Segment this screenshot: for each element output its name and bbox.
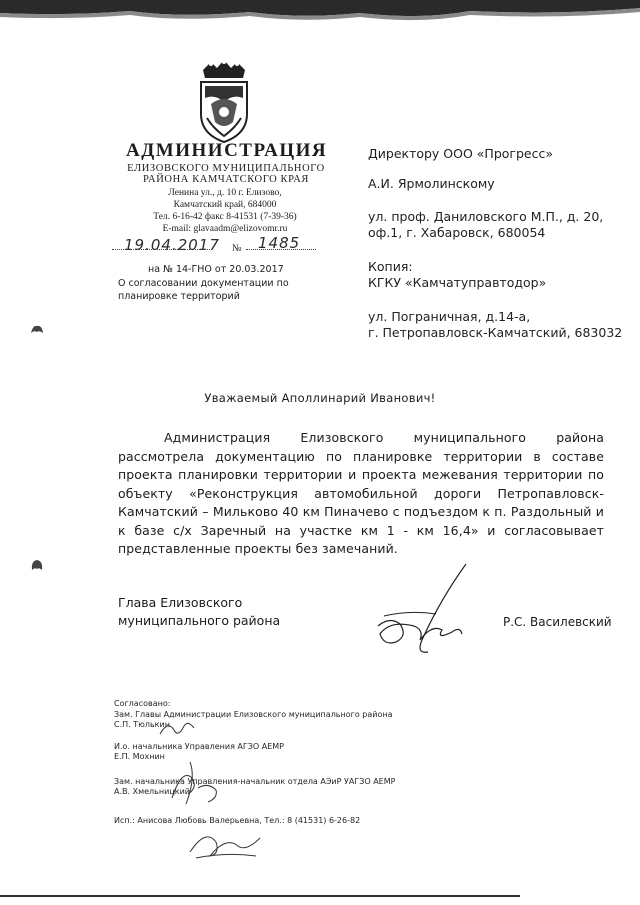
organization-phone: Тел. 6-16-42 факс 8-41531 (7-39-36)	[153, 212, 297, 222]
signatory-position-line: Глава Елизовского	[118, 595, 243, 610]
copy-organization: КГКУ «Камчатуправтодор»	[368, 275, 547, 290]
letter-body: Администрация Елизовского муниципального района рассмотрела документацию по планировке территории в составе проекта планировки территории и проекта межевания территории по объекту «Реконструкция автомобильной дороги Петропавловск-Камчатский – Мильково 40 км Пиначево с подъездом к п. Раздольный и к базе с/х Заречный на участке км 1 - км 16,4» и согласовывает представленные проекты без замечаний.	[118, 430, 604, 556]
outgoing-date: 19.04.2017	[124, 236, 220, 254]
recipient-position: Директору ООО «Прогресс»	[368, 146, 554, 161]
organization-email: E-mail: glavaadm@elizovomr.ru	[162, 224, 288, 234]
approval-name: А.В. Хмельницкий	[114, 787, 190, 796]
copy-label: Копия:	[368, 259, 413, 274]
number-sign: №	[232, 243, 242, 254]
coat-of-arms-emblem	[193, 58, 255, 144]
subject-line: планировке территорий	[118, 291, 240, 302]
organization-subtitle-line: РАЙОНА КАМЧАТСКОГО КРАЯ	[142, 174, 310, 185]
approval-initials	[168, 758, 228, 808]
copy-address: г. Петропавловск-Камчатский, 683032	[368, 325, 623, 340]
letter-greeting: Уважаемый Аполлинарий Иванович!	[204, 391, 436, 405]
outgoing-number: 1485	[258, 234, 301, 252]
punch-hole-mark	[30, 558, 44, 574]
copy-address: ул. Пограничная, д.14-а,	[368, 309, 531, 324]
date-underline	[112, 249, 212, 250]
subject-line: О согласовании документации по	[118, 278, 289, 289]
signatory-position-line: муниципального района	[118, 613, 281, 628]
recipient-address: оф.1, г. Хабаровск, 680054	[368, 225, 546, 240]
approval-name: Е.П. Мохнин	[114, 752, 165, 761]
approval-name: С.П. Тюлькин	[114, 720, 170, 729]
signatory-name: Р.С. Василевский	[503, 615, 612, 629]
organization-address-line: Ленина ул., д. 10 г. Елизово,	[168, 188, 282, 198]
handwritten-signature	[370, 560, 500, 670]
approval-initials	[158, 716, 198, 740]
reply-to-reference: на № 14-ГНО от 20.03.2017	[148, 264, 284, 275]
recipient-name: А.И. Ярмолинскому	[368, 176, 495, 191]
organization-title: АДМИНИСТРАЦИЯ	[126, 140, 328, 161]
organization-subtitle-line: ЕЛИЗОВСКОГО МУНИЦИПАЛЬНОГО	[127, 163, 325, 174]
approval-title: Зам. Главы Администрации Елизовского муниципального района	[114, 710, 393, 719]
approval-initials	[186, 822, 266, 862]
number-underline	[246, 249, 316, 250]
approval-title: И.о. начальника Управления АГЗО АЕМР	[114, 742, 284, 751]
punch-hole-mark	[30, 324, 44, 336]
scan-edge-top	[0, 0, 640, 30]
approvals-label: Согласовано:	[114, 699, 171, 708]
scan-edge-bottom	[0, 893, 640, 905]
approval-title: Зам. начальника Управления-начальник отдела АЭиР УАГЗО АЕМР	[114, 777, 396, 786]
signatory-position	[118, 594, 280, 630]
executor-contact: Исп.: Анисова Любовь Валерьевна, Тел.: 8 (41531) 6-26-82	[114, 816, 361, 825]
recipient-address: ул. проф. Даниловского М.П., д. 20,	[368, 209, 604, 224]
organization-address-line: Камчатский край, 684000	[173, 200, 277, 210]
